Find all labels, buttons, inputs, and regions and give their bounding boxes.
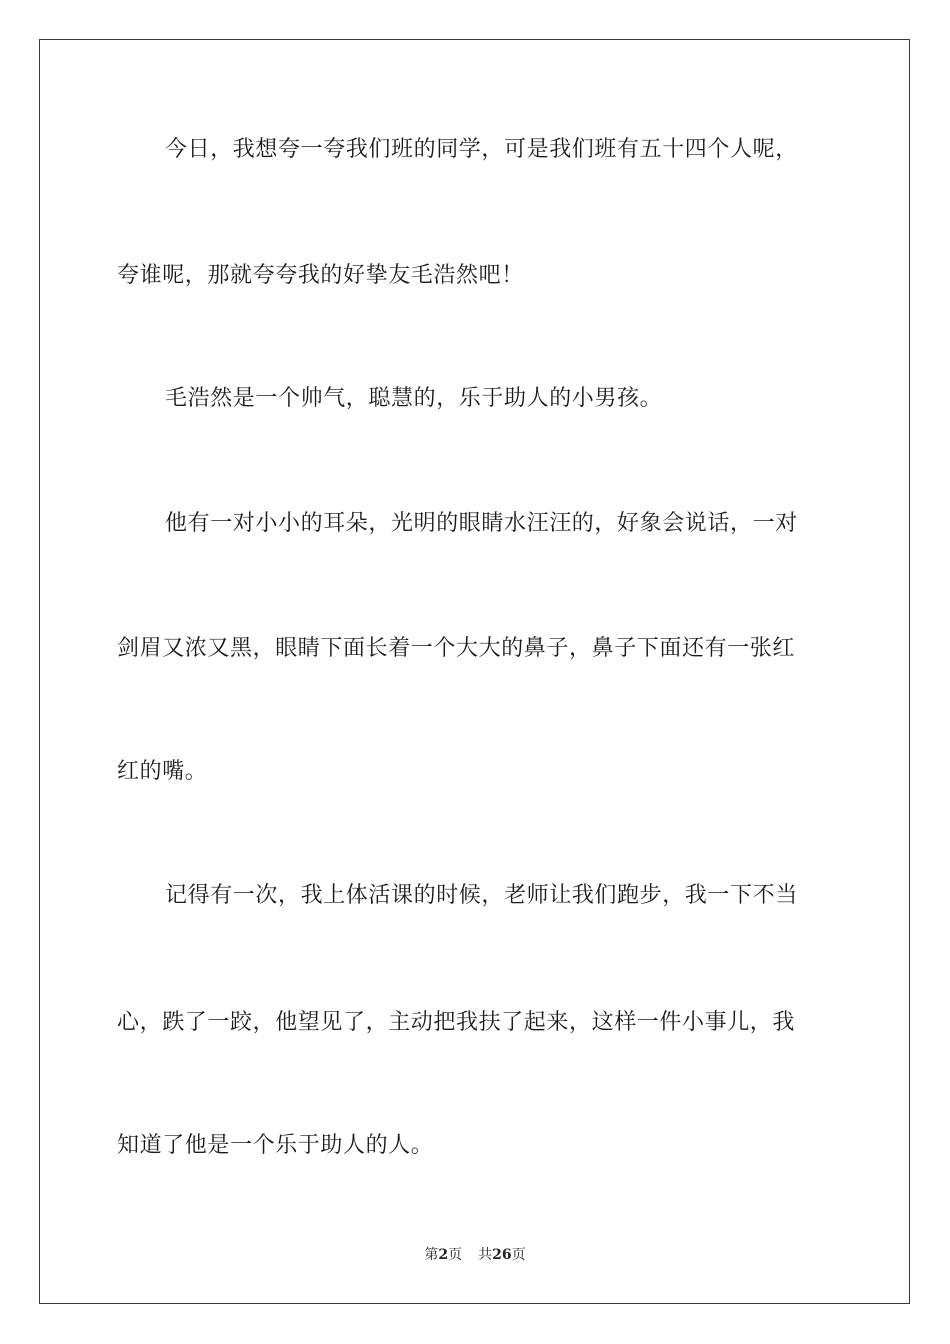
paragraph-3-line-3: 红的嘴。 [117,759,208,784]
paragraph-1-line-2: 夸谁呢，那就夸夸我的好挚友毛浩然吧！ [117,263,524,288]
paragraph-4-line-3: 知道了他是一个乐于助人的人。 [117,1133,434,1158]
page-footer [0,1246,950,1264]
page-number: 2 [438,1247,449,1263]
total-suffix: 页 [511,1247,526,1263]
page-suffix: 页 [448,1247,463,1263]
paragraph-4-line-2: 心，跌了一跤，他望见了，主动把我扶了起来，这样一件小事儿，我 [117,1010,796,1035]
paragraph-1-line-1: 今日，我想夸一夸我们班的同学，可是我们班有五十四个人呢， [165,137,798,162]
paragraph-3-line-1: 他有一对小小的耳朵，光明的眼睛水汪汪的，好象会说话，一对 [165,511,798,536]
page-prefix: 第 [424,1247,439,1263]
page-border [39,39,910,1304]
total-prefix: 共 [478,1247,493,1263]
paragraph-2-line-1: 毛浩然是一个帅气，聪慧的，乐于助人的小男孩。 [165,386,663,411]
paragraph-3-line-2: 剑眉又浓又黑，眼睛下面长着一个大大的鼻子，鼻子下面还有一张红 [117,636,796,661]
total-pages: 26 [492,1247,512,1263]
paragraph-4-line-1: 记得有一次，我上体活课的时候，老师让我们跑步，我一下不当 [165,883,798,908]
